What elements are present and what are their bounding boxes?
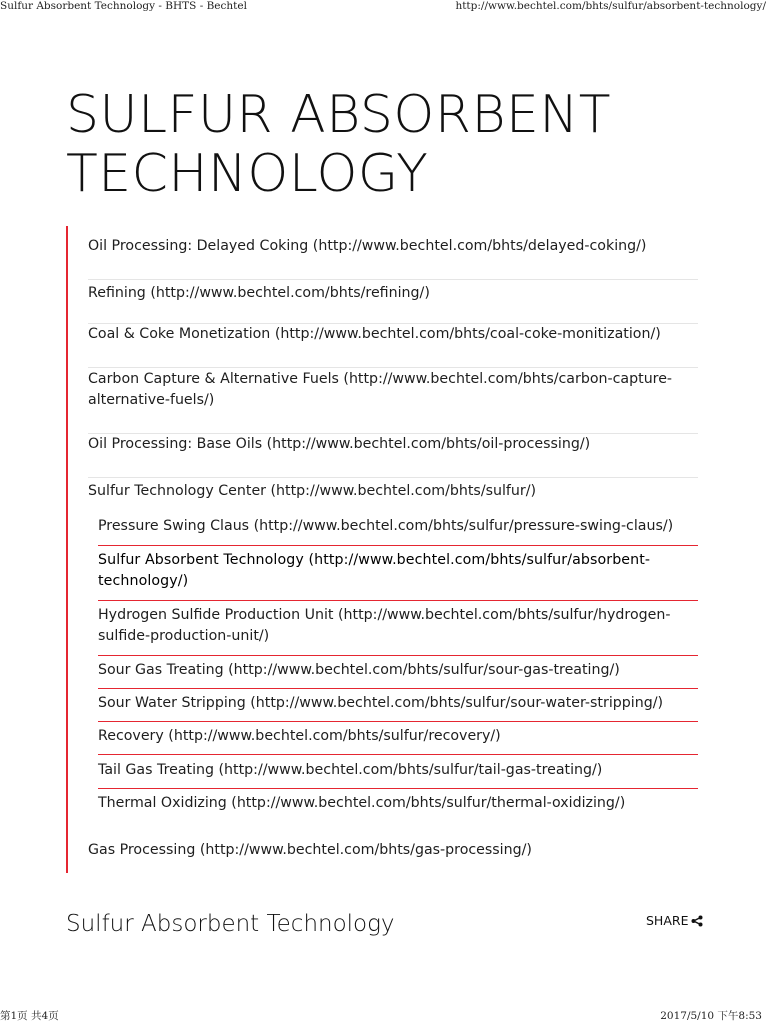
print-header (0, 0, 768, 14)
nav-item-gas-processing[interactable] (88, 840, 698, 870)
nav-sub-label: Sulfur Absorbent Technology (http://www.bechtel.com/bhts/sulfur/absorbent-technology/) (98, 552, 651, 589)
nav-sub-thermal-oxidizing[interactable] (98, 789, 698, 823)
nav-item-carbon-capture[interactable] (88, 368, 698, 434)
share-button[interactable] (646, 913, 703, 928)
nav-sub-label: Pressure Swing Claus (http://www.bechtel.com/bhts/sulfur/pressure-swing-claus/) (98, 518, 674, 534)
nav-sub-sour-gas-treating[interactable] (98, 656, 698, 689)
nav-sub-label: Hydrogen Sulfide Production Unit (http://www.bechtel.com/bhts/sulfur/hydrogen-sulfide-production-unit/) (98, 607, 671, 644)
nav-sub-label: Thermal Oxidizing (http://www.bechtel.com/bhts/sulfur/thermal-oxidizing/) (98, 795, 626, 811)
nav-sub-tail-gas-treating[interactable] (98, 755, 698, 789)
nav-item-label: Sulfur Technology Center (http://www.bechtel.com/bhts/sulfur/) (88, 483, 537, 499)
page-title (66, 86, 706, 204)
page-title-line-1: SULFUR ABSORBENT (66, 85, 612, 145)
nav-sub-label: Sour Gas Treating (http://www.bechtel.com/bhts/sulfur/sour-gas-treating/) (98, 662, 620, 678)
nav-item-label: Oil Processing: Base Oils (http://www.bechtel.com/bhts/oil-processing/) (88, 436, 591, 452)
nav-sub-label: Tail Gas Treating (http://www.bechtel.com/bhts/sulfur/tail-gas-treating/) (98, 762, 603, 778)
section-title: Sulfur Absorbent Technology (66, 911, 395, 937)
nav-item-label: Coal & Coke Monetization (http://www.bechtel.com/bhts/coal-coke-monitization/) (88, 326, 661, 342)
print-footer-datetime: 2017/5/10 下午8:53 (660, 1010, 762, 1022)
print-header-url: http://www.bechtel.com/bhts/sulfur/absorbent-technology/ (455, 0, 766, 12)
nav-item-sulfur-technology-center[interactable] (88, 481, 698, 511)
nav-item-coal-coke[interactable] (88, 324, 698, 368)
section-nav-menu (66, 226, 698, 873)
nav-sub-label: Recovery (http://www.bechtel.com/bhts/sulfur/recovery/) (98, 728, 501, 744)
nav-item-label: Carbon Capture & Alternative Fuels (http://www.bechtel.com/bhts/carbon-capture-alternative-fuels/) (88, 371, 673, 408)
nav-item-delayed-coking[interactable]: Oil Processing: Delayed Coking (http://www.bechtel.com/bhts/delayed-coking/) (88, 236, 698, 280)
print-footer-page: 第1页 共4页 (0, 1010, 59, 1022)
nav-sub-hydrogen-sulfide-production[interactable] (98, 601, 698, 656)
nav-sub-label: Sour Water Stripping (http://www.bechtel.com/bhts/sulfur/sour-water-stripping/) (98, 695, 664, 711)
nav-sub-recovery[interactable] (98, 722, 698, 755)
nav-sub-pressure-swing-claus[interactable] (98, 515, 698, 546)
nav-sub-sour-water-stripping[interactable] (98, 689, 698, 722)
nav-item-label: Gas Processing (http://www.bechtel.com/bhts/gas-processing/) (88, 842, 532, 858)
nav-item-refining[interactable] (88, 280, 698, 324)
nav-item-base-oils[interactable] (88, 434, 698, 478)
page-title-line-2: TECHNOLOGY (66, 144, 429, 204)
share-icon (691, 915, 703, 927)
print-footer (0, 1008, 768, 1024)
print-header-title: Sulfur Absorbent Technology - BHTS - Bechtel (0, 0, 247, 12)
nav-item-label: Refining (http://www.bechtel.com/bhts/refining/) (88, 285, 430, 301)
share-label: SHARE (646, 913, 689, 928)
nav-sub-absorbent-technology[interactable] (98, 546, 698, 601)
